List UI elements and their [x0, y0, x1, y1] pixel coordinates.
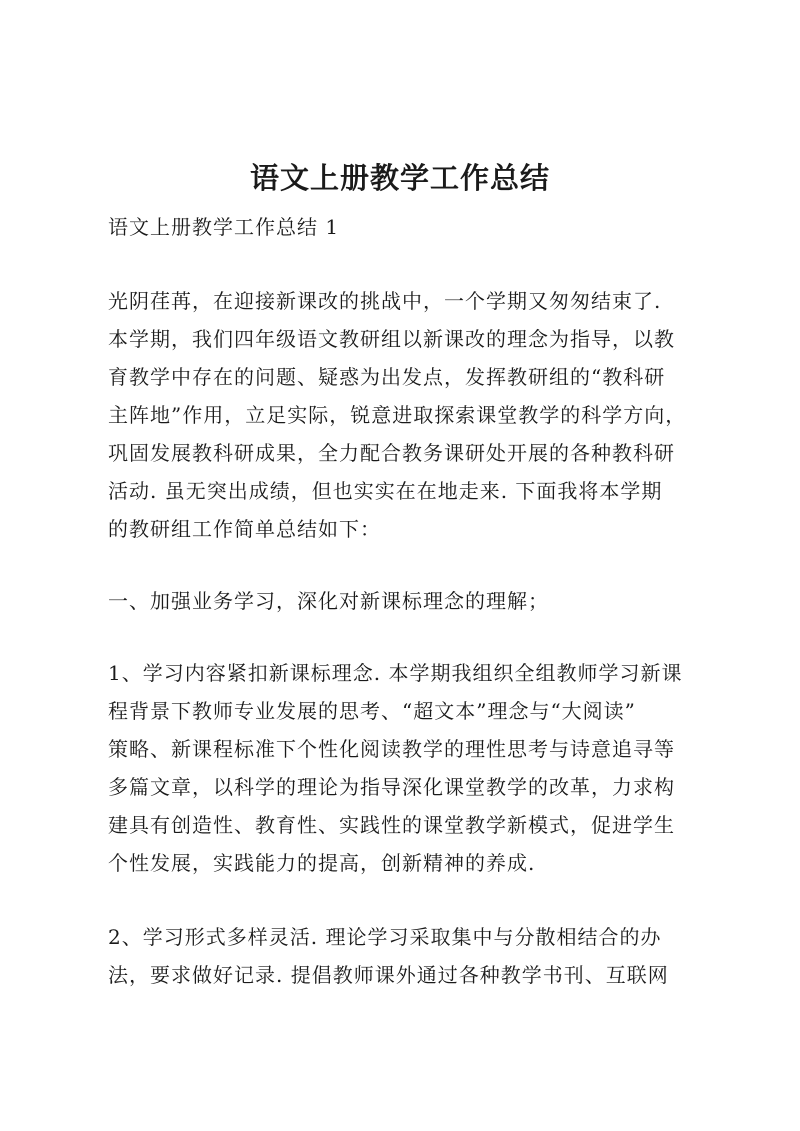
paragraph-line: 育教学中存在的问题、疑惑为出发点，发挥教研组的“教科研 — [108, 365, 666, 389]
section-heading-line: 一、加强业务学习，深化对新课标理念的理解； — [108, 589, 549, 613]
paragraph-line: 建具有创造性、教育性、实践性的课堂教学新模式，促进学生 — [108, 813, 675, 837]
intro-paragraph — [108, 282, 708, 548]
paragraph-line: 个性发展，实践能力的提高，创新精神的养成. — [108, 851, 536, 875]
paragraph-line: 策略、新课程标准下个性化阅读教学的理性思考与诗意追寻等 — [108, 737, 675, 761]
subtitle-line: 语文上册教学工作总结 1 — [108, 215, 340, 239]
paragraph-line: 的教研组工作简单总结如下： — [108, 517, 381, 541]
document-title: 语文上册教学工作总结 — [249, 161, 550, 195]
paragraph-line: 本学期，我们四年级语文教研组以新课改的理念为指导，以教 — [108, 327, 675, 351]
paragraph-line: 法，要求做好记录. 提倡教师课外通过各种教学书刊、互联网 — [108, 963, 669, 987]
paragraph-item-2 — [108, 918, 708, 994]
paragraph-line: 多篇文章，以科学的理论为指导深化课堂教学的改革，力求构 — [108, 775, 675, 799]
paragraph-line: 光阴荏苒，在迎接新课改的挑战中，一个学期又匆匆结束了. — [108, 289, 662, 313]
paragraph-line: 主阵地”作用，立足实际，锐意进取探索课堂教学的科学方向， — [108, 403, 687, 427]
section-heading — [108, 582, 708, 620]
document-subtitle — [108, 208, 708, 246]
paragraph-line: 活动. 虽无突出成绩，但也实实在在地走来. 下面我将本学期 — [108, 479, 663, 503]
paragraph-item-1 — [108, 654, 708, 882]
paragraph-line: 2、学习形式多样灵活. 理论学习采取集中与分散相结合的办 — [108, 925, 662, 949]
paragraph-line: 1、学习内容紧扣新课标理念. 本学期我组织全组教师学习新课 — [108, 661, 683, 685]
paragraph-line: 巩固发展教科研成果，全力配合教务课研处开展的各种教科研 — [108, 441, 675, 465]
paragraph-line: 程背景下教师专业发展的思考、“超文本”理念与“大阅读” — [108, 699, 636, 723]
